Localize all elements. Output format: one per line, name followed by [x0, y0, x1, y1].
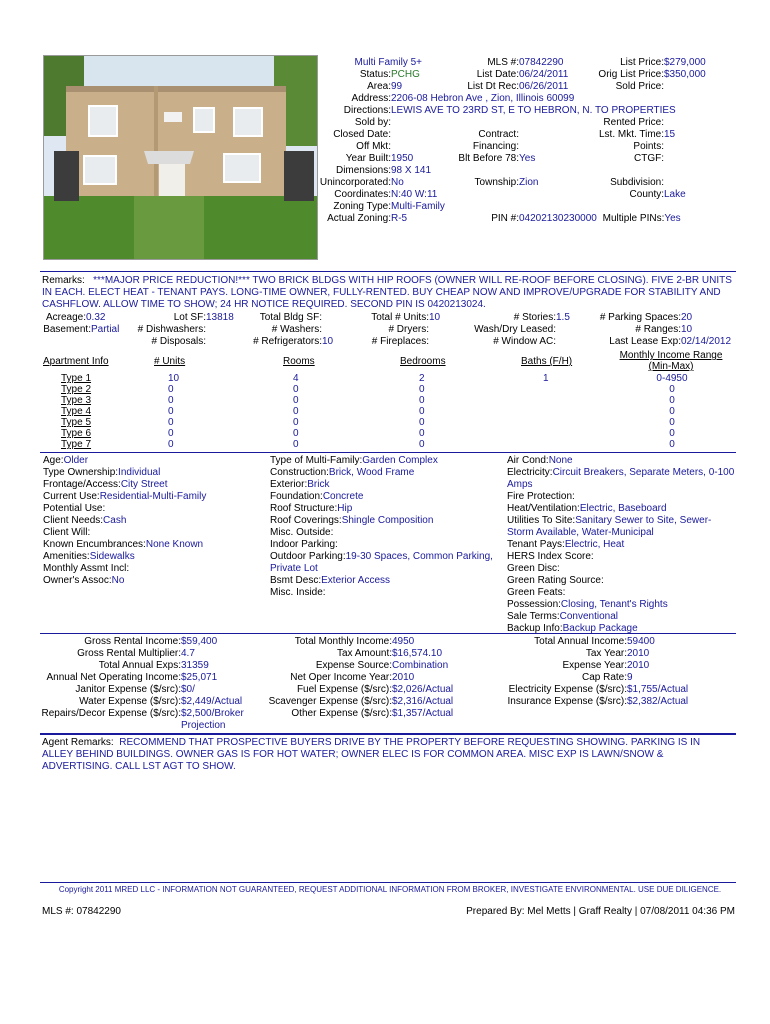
field-label: Tax Amount: — [336, 648, 392, 659]
field-row — [43, 479, 261, 491]
field-value: Exterior Access — [321, 575, 391, 586]
field-row — [40, 636, 290, 648]
field-value: Garden Complex — [362, 455, 438, 466]
field-label: Electricity Expense ($/src): — [508, 684, 627, 695]
field-row — [43, 563, 261, 575]
window-ac-field: # Window AC: — [493, 336, 556, 347]
field-row — [500, 648, 736, 660]
field-label: Misc. Outside: — [270, 527, 334, 538]
divider — [40, 452, 736, 453]
field-row — [43, 539, 261, 551]
field-value: Combination — [392, 660, 449, 671]
features-col1 — [43, 455, 261, 587]
apt-type-cell: Type 6 — [61, 428, 92, 439]
field-label: Gross Rental Income: — [84, 636, 181, 647]
pin-field: PIN #:04202130230000 Multiple PINs:Yes — [491, 213, 681, 224]
apartment-info-header: Apartment Info — [43, 356, 109, 367]
apt-income-cell: 0 — [669, 428, 675, 439]
field-label: Current Use: — [43, 491, 100, 502]
apt-units-cell: 0 — [168, 406, 174, 417]
apt-units-cell: 0 — [168, 395, 174, 406]
parking-spaces-field: # Parking Spaces:20 — [599, 312, 693, 323]
field-label: Green Feats: — [507, 587, 566, 598]
field-label: Indoor Parking: — [270, 539, 338, 550]
field-label: Amenities: — [43, 551, 90, 562]
field-label: Misc. Inside: — [270, 587, 326, 598]
apt-baths-column — [543, 373, 549, 450]
field-row — [262, 708, 502, 720]
field-value: 31359 — [181, 660, 209, 671]
field-label: Gross Rental Multiplier: — [77, 648, 181, 659]
field-value: Circuit Breakers, Separate Meters, 0-100 Amps — [507, 467, 735, 490]
agent-remarks-text: RECOMMEND THAT PROSPECTIVE BUYERS DRIVE BY THE PROPERTY BEFORE REQUESTING SHOWING. PARKING IS IN ALLEY BEHIND BUILDINGS. OWNER GAS IS FOR HOT WATER; OWNER ELEC IS FOR COMMON AREA. MISC EXP IS LAWN/SNOW & ADVERTISING. CALL LST AGT TO SHOW. — [42, 737, 701, 772]
field-label: Green Disc: — [507, 563, 560, 574]
features-col2 — [270, 455, 498, 599]
ranges-field: # Ranges:10 — [635, 324, 693, 335]
field-value: $25,071 — [181, 672, 218, 683]
field-label: Backup Info: — [507, 623, 563, 634]
address-field: Address:2206-08 Hebron Ave , Zion, Illinois 60099 — [351, 93, 575, 104]
field-row — [507, 467, 737, 491]
field-row — [500, 696, 736, 708]
field-label: Client Needs: — [43, 515, 104, 526]
units-header: # Units — [154, 356, 186, 367]
field-value: Electric, Baseboard — [579, 503, 667, 514]
apt-baths-cell — [543, 406, 549, 417]
field-value: Electric, Heat — [564, 539, 625, 550]
basement-field: Basement:Partial — [43, 324, 120, 335]
apt-units-cell: 0 — [168, 384, 174, 395]
apt-type-cell: Type 3 — [61, 395, 92, 406]
field-row — [500, 684, 736, 696]
bedrooms-header: Bedrooms — [400, 356, 446, 367]
field-row — [500, 672, 736, 684]
field-row — [270, 539, 498, 551]
unincorporated-field: Unincorporated:No — [319, 177, 404, 188]
apt-income-cell: 0 — [669, 439, 675, 450]
field-row — [507, 575, 737, 587]
dimensions-field: Dimensions:98 X 141 — [335, 165, 432, 176]
field-label: Water Expense ($/src): — [79, 696, 181, 707]
apt-type-column — [61, 373, 91, 450]
field-row — [40, 684, 290, 696]
list-price-field: List Price:$279,000 — [620, 57, 706, 68]
field-label: Foundation: — [270, 491, 323, 502]
wash-dry-leased-field: Wash/Dry Leased: — [474, 324, 556, 335]
apt-income-cell: 0 — [669, 395, 675, 406]
apt-rooms-cell: 0 — [293, 395, 299, 406]
apt-rooms-column — [293, 373, 299, 450]
apt-bedrooms-cell: 2 — [419, 373, 425, 384]
apt-income-cell: 0 — [669, 406, 675, 417]
total-bldg-sf-field: Total Bldg SF: — [259, 312, 322, 323]
actual-zoning-field: Actual Zoning:R-5 — [327, 213, 408, 224]
field-label: Frontage/Access: — [43, 479, 121, 490]
field-value: Residential-Multi-Family — [99, 491, 207, 502]
field-label: Monthly Assmt Incl: — [43, 563, 130, 574]
field-value: $2,500/Broker Projection — [181, 708, 244, 731]
property-photo — [43, 55, 318, 260]
field-label: Age: — [43, 455, 64, 466]
field-row — [43, 491, 261, 503]
field-value: City Street — [120, 479, 168, 490]
field-row — [507, 551, 737, 563]
financials-col3 — [500, 636, 736, 708]
footer-mls-number: MLS #: 07842290 — [42, 906, 121, 917]
field-label: Cap Rate: — [581, 672, 627, 683]
field-row — [270, 515, 498, 527]
field-value: $2,382/Actual — [627, 696, 689, 707]
field-label: Total Monthly Income: — [294, 636, 392, 647]
contract-field: Contract: — [478, 129, 519, 140]
field-value: $2,449/Actual — [181, 696, 243, 707]
field-row — [43, 455, 261, 467]
field-label: Type of Multi-Family: — [270, 455, 363, 466]
apt-baths-cell — [543, 428, 549, 439]
field-row — [507, 539, 737, 551]
rooms-header: Rooms — [283, 356, 315, 367]
subdivision-field: Subdivision: — [610, 177, 664, 188]
apt-baths-cell — [543, 439, 549, 450]
field-row — [40, 660, 290, 672]
field-row — [500, 660, 736, 672]
apt-type-cell: Type 1 — [61, 373, 92, 384]
field-value: Shingle Composition — [341, 515, 434, 526]
field-value: Backup Package — [562, 623, 638, 634]
apt-income-cell: 0 — [669, 384, 675, 395]
field-label: Type Ownership: — [43, 467, 119, 478]
lot-sf-field: Lot SF:13818 — [173, 312, 234, 323]
field-row — [262, 660, 502, 672]
financials-col1 — [40, 636, 290, 732]
acreage-field: Acreage:0.32 — [45, 312, 106, 323]
apt-rooms-cell: 0 — [293, 406, 299, 417]
field-label: Repairs/Decor Expense ($/src): — [41, 708, 181, 719]
apt-rooms-cell: 4 — [293, 373, 299, 384]
apt-units-cell: 0 — [168, 439, 174, 450]
directions-field: Directions:LEWIS AVE TO 23RD ST, E TO HEBRON, N. TO PROPERTIES — [343, 105, 676, 116]
area-field: Area:99 — [367, 81, 403, 92]
field-row — [270, 503, 498, 515]
apt-baths-cell — [543, 384, 549, 395]
apt-rooms-cell: 0 — [293, 439, 299, 450]
copyright-notice: Copyright 2011 MRED LLC - INFORMATION NOT GUARANTEED, REQUEST ADDITIONAL INFORMATION FROM BROKER, INVESTIGATE ENVIRONMENTAL. USE DUE DILIGENCE. — [58, 885, 722, 894]
list-date-field: List Date:06/24/2011 — [476, 69, 569, 80]
year-built-field: Year Built:1950 — [345, 153, 414, 164]
field-value: $2,026/Actual — [392, 684, 454, 695]
status-badge: PCHG — [391, 69, 420, 80]
apt-units-cell: 0 — [168, 417, 174, 428]
zoning-type-field: Zoning Type:Multi-Family — [333, 201, 445, 212]
apt-baths-cell — [543, 395, 549, 406]
apt-type-cell: Type 4 — [61, 406, 92, 417]
last-lease-exp-field: Last Lease Exp:02/14/2012 — [609, 336, 732, 347]
apt-bedrooms-cell: 0 — [419, 395, 425, 406]
field-label: Other Expense ($/src): — [291, 708, 392, 719]
field-value: Concrete — [322, 491, 364, 502]
field-value: Sidewalks — [89, 551, 135, 562]
field-label: Sale Terms: — [507, 611, 560, 622]
field-row — [40, 696, 290, 708]
field-label: Outdoor Parking: — [270, 551, 346, 562]
ctgf-field: CTGF: — [634, 153, 664, 164]
field-label: Insurance Expense ($/src): — [507, 696, 627, 707]
field-value: 2010 — [627, 660, 650, 671]
apt-units-cell: 0 — [168, 428, 174, 439]
field-value: 59400 — [627, 636, 655, 647]
divider — [40, 733, 736, 735]
field-row — [270, 575, 498, 587]
field-value: $2,316/Actual — [392, 696, 454, 707]
field-row — [40, 648, 290, 660]
closed-date-field: Closed Date: — [333, 129, 391, 140]
field-row — [507, 611, 737, 623]
divider — [40, 882, 736, 883]
features-col3 — [507, 455, 737, 635]
apt-baths-cell: 1 — [543, 373, 549, 384]
field-value: 19-30 Spaces, Common Parking, Private Lot — [270, 551, 493, 574]
divider — [40, 271, 736, 272]
field-label: Potential Use: — [43, 503, 106, 514]
field-value: Hip — [337, 503, 353, 514]
disposals-field: # Disposals: — [151, 336, 206, 347]
coordinates-field: Coordinates:N:40 W:11 — [334, 189, 438, 200]
apt-type-cell: Type 5 — [61, 417, 92, 428]
apt-baths-cell — [543, 417, 549, 428]
mls-number-field: MLS #:07842290 — [487, 57, 564, 68]
field-value: Brick — [307, 479, 330, 490]
refrigerators-field: # Refrigerators:10 — [253, 336, 334, 347]
apt-bedrooms-column — [419, 373, 425, 450]
field-value: None — [548, 455, 573, 466]
field-row — [262, 648, 502, 660]
field-value: $1,357/Actual — [392, 708, 454, 719]
field-label: Expense Source: — [315, 660, 392, 671]
field-row — [262, 684, 502, 696]
field-row — [43, 527, 261, 539]
field-value: No — [111, 575, 125, 586]
field-value: $59,400 — [181, 636, 218, 647]
field-label: Scavenger Expense ($/src): — [268, 696, 392, 707]
apt-type-cell: Type 7 — [61, 439, 92, 450]
field-label: Electricity: — [507, 467, 553, 478]
remarks: Remarks: ***MAJOR PRICE REDUCTION!*** TWO BRICK BLDGS WITH HIP ROOFS (OWNER WILL RE-ROOF BEFORE CLOSING). FIVE 2-BR UNITS IN EACH. ELECT HEAT - TENANT PAYS. LONG-TIME OWNER, FULLY-RENTED. BUY CHEAP NOW AND IMPROVE/UPGRADE FOR STABILITY AND CASHFLOW. ALLOW TIME TO SHOW; 24 HR NOTICE REQUIRED. SECOND PIN IS 0420213024. — [42, 275, 732, 310]
field-label: Total Annual Income: — [534, 636, 627, 647]
county-field: County:Lake — [629, 189, 686, 200]
field-label: Tenant Pays: — [507, 539, 565, 550]
apt-bedrooms-cell: 0 — [419, 428, 425, 439]
field-row — [270, 491, 498, 503]
dryers-field: # Dryers: — [388, 324, 429, 335]
field-row — [262, 636, 502, 648]
sold-price-field: Sold Price: — [615, 81, 664, 92]
stories-field: # Stories:1.5 — [513, 312, 570, 323]
financing-field: Financing: — [472, 141, 519, 152]
field-label: Construction: — [270, 467, 329, 478]
apt-income-cell: 0 — [669, 417, 675, 428]
field-label: Expense Year: — [562, 660, 627, 671]
total-units-field: Total # Units:10 — [371, 312, 441, 323]
field-row — [507, 491, 737, 503]
field-label: Client Will: — [43, 527, 91, 538]
field-label: HERS Index Score: — [507, 551, 594, 562]
field-row — [40, 672, 290, 684]
field-value: 2010 — [392, 672, 415, 683]
field-value: 4950 — [392, 636, 415, 647]
field-value: Older — [63, 455, 89, 466]
monthly-income-header: Monthly Income Range (Min-Max) — [619, 350, 723, 372]
field-row — [270, 551, 498, 575]
field-row — [507, 515, 737, 539]
field-row — [43, 515, 261, 527]
apt-bedrooms-cell: 0 — [419, 417, 425, 428]
field-row — [43, 503, 261, 515]
apt-type-cell: Type 2 — [61, 384, 92, 395]
field-row — [507, 503, 737, 515]
field-label: Exterior: — [270, 479, 308, 490]
field-value: Closing, Tenant's Rights — [560, 599, 668, 610]
points-field: Points: — [633, 141, 664, 152]
field-label: Fire Protection: — [507, 491, 575, 502]
field-row — [507, 587, 737, 599]
list-dt-rec-field: List Dt Rec:06/26/2011 — [467, 81, 569, 92]
field-row — [262, 672, 502, 684]
field-value: None Known — [145, 539, 204, 550]
field-row — [43, 551, 261, 563]
field-label: Air Cond: — [507, 455, 549, 466]
apt-income-column — [650, 373, 694, 450]
field-label: Heat/Ventilation: — [507, 503, 580, 514]
field-value: 2010 — [627, 648, 650, 659]
field-row — [270, 587, 498, 599]
apt-bedrooms-cell: 0 — [419, 406, 425, 417]
baths-header: Baths (F/H) — [521, 356, 573, 367]
apt-rooms-cell: 0 — [293, 428, 299, 439]
field-row — [270, 467, 498, 479]
field-value: $16,574.10 — [392, 648, 443, 659]
apt-income-cell: 0-4950 — [656, 373, 688, 384]
remarks-text: ***MAJOR PRICE REDUCTION!*** TWO BRICK BLDGS WITH HIP ROOFS (OWNER WILL RE-ROOF BEFORE CLOSING). FIVE 2-BR UNITS IN EACH. ELECT HEAT - TENANT PAYS. LONG-TIME OWNER, FULLY-RENTED. BUY CHEAP NOW AND IMPROVE/UPGRADE FOR STABILITY AND CASHFLOW. ALLOW TIME TO SHOW; 24 HR NOTICE REQUIRED. SECOND PIN IS 0420213024. — [42, 275, 732, 310]
agent-remarks: Agent Remarks: RECOMMEND THAT PROSPECTIVE BUYERS DRIVE BY THE PROPERTY BEFORE REQUESTING SHOWING. PARKING IS IN ALLEY BEHIND BUILDINGS. OWNER GAS IS FOR HOT WATER; OWNER ELEC IS FOR COMMON AREA. MISC EXP IS LAWN/SNOW & ADVERTISING. CALL LST AGT TO SHOW. — [42, 737, 701, 772]
field-row — [43, 575, 261, 587]
financials-col2 — [262, 636, 502, 720]
field-value: Cash — [103, 515, 127, 526]
field-value: $1,755/Actual — [627, 684, 689, 695]
field-label: Fuel Expense ($/src): — [296, 684, 392, 695]
field-row — [270, 527, 498, 539]
prepared-by: Prepared By: Mel Metts | Graff Realty | 07/08/2011 04:36 PM — [466, 906, 735, 917]
township-field: Township:Zion — [474, 177, 539, 188]
field-value: Sanitary Sewer to Site, Sewer-Storm Available, Water-Municipal — [507, 515, 712, 538]
blt-before-78-field: Blt Before 78:Yes — [458, 153, 536, 164]
off-mkt-field: Off Mkt: — [356, 141, 391, 152]
field-label: Roof Coverings: — [270, 515, 342, 526]
field-row — [43, 467, 261, 479]
field-label: Possession: — [507, 599, 561, 610]
apt-units-column — [168, 373, 179, 450]
field-label: Utilities To Site: — [507, 515, 576, 526]
field-value: 4.7 — [181, 648, 195, 659]
field-label: Green Rating Source: — [507, 575, 604, 586]
fireplaces-field: # Fireplaces: — [371, 336, 429, 347]
field-label: Owner's Assoc: — [43, 575, 112, 586]
field-label: Annual Net Operating Income: — [46, 672, 181, 683]
field-row — [40, 708, 290, 732]
field-label: Bsmt Desc: — [270, 575, 322, 586]
orig-list-price-field: Orig List Price:$350,000 — [598, 69, 706, 80]
field-label: Total Annual Exps: — [98, 660, 181, 671]
dishwashers-field: # Dishwashers: — [137, 324, 206, 335]
field-row — [507, 563, 737, 575]
field-value: 9 — [627, 672, 633, 683]
field-value: Conventional — [559, 611, 618, 622]
sold-by-field: Sold by: — [354, 117, 391, 128]
field-value: Brick, Wood Frame — [328, 467, 415, 478]
field-label: Known Encumbrances: — [43, 539, 146, 550]
field-value: Individual — [118, 467, 161, 478]
lst-mkt-time-field: Lst. Mkt. Time:15 — [598, 129, 676, 140]
field-row — [262, 696, 502, 708]
field-row — [507, 599, 737, 611]
field-row — [500, 636, 736, 648]
field-label: Tax Year: — [585, 648, 627, 659]
field-value: $0/ — [181, 684, 195, 695]
apt-bedrooms-cell: 0 — [419, 439, 425, 450]
apt-rooms-cell: 0 — [293, 384, 299, 395]
field-row — [507, 455, 737, 467]
field-label: Roof Structure: — [270, 503, 338, 514]
property-type: Multi Family 5+ — [354, 57, 422, 68]
washers-field: # Washers: — [271, 324, 322, 335]
apt-bedrooms-cell: 0 — [419, 384, 425, 395]
apt-units-cell: 10 — [168, 373, 180, 384]
field-label: Net Oper Income Year: — [290, 672, 392, 683]
status-field: Status:PCHG — [359, 69, 420, 80]
apt-rooms-cell: 0 — [293, 417, 299, 428]
field-row — [270, 479, 498, 491]
field-label: Janitor Expense ($/src): — [75, 684, 181, 695]
field-row — [270, 455, 498, 467]
divider — [40, 633, 736, 634]
rented-price-field: Rented Price: — [603, 117, 664, 128]
